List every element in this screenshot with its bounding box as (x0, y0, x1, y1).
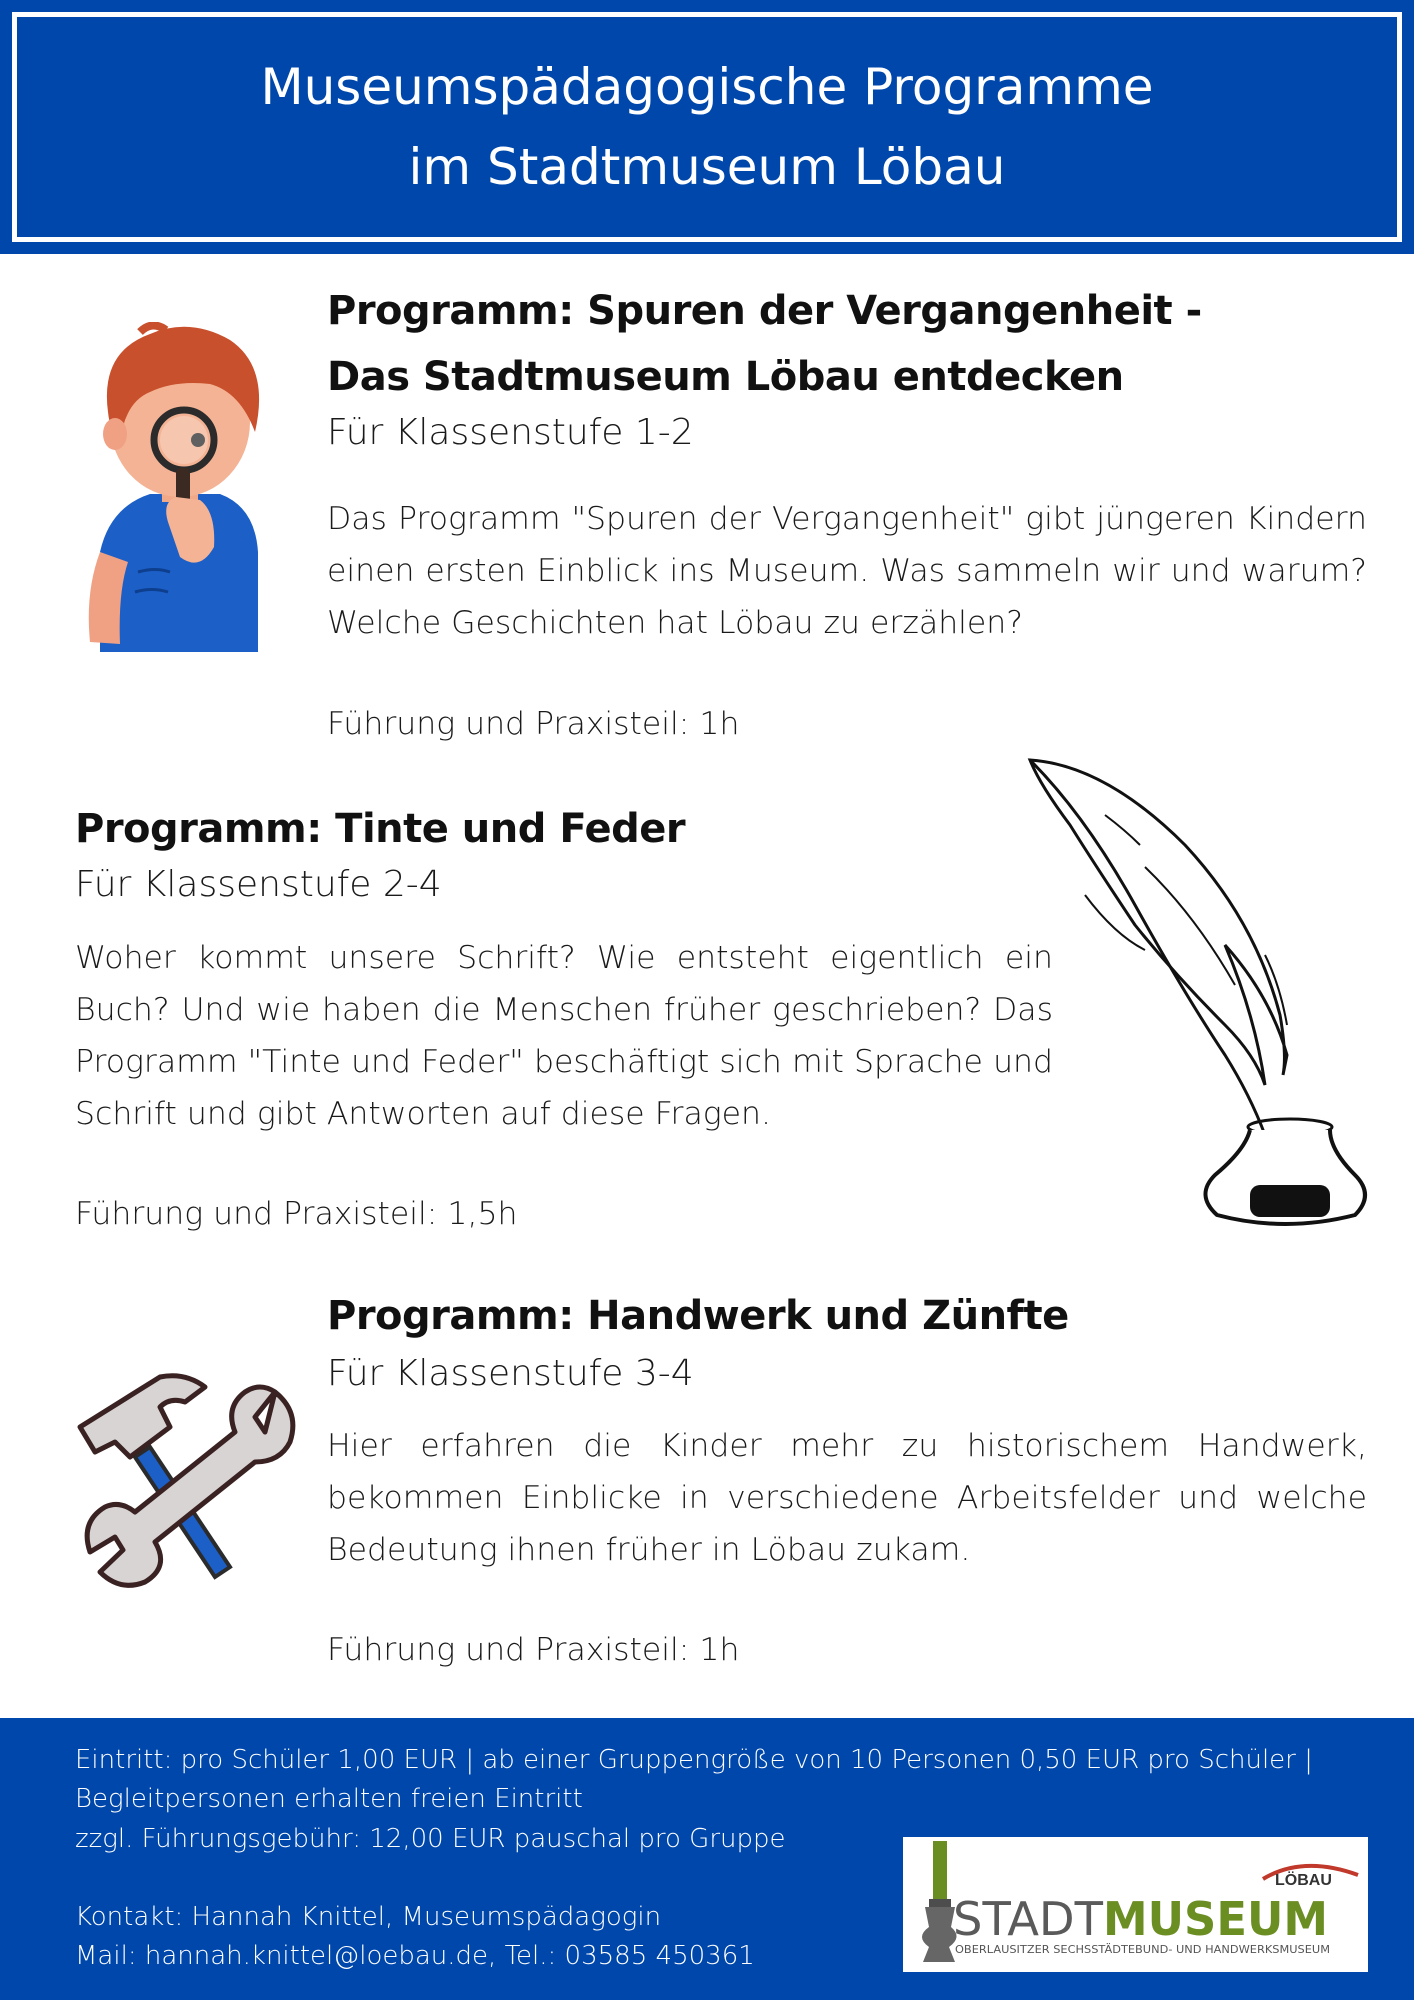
footer-contact-line: Kontakt: Hannah Knittel, Museumspädagogin (75, 1902, 662, 1932)
logo-tagline: OBERLAUSITZER SECHSSTÄDTEBUND- UND HANDWERKSMUSEUM (955, 1944, 1303, 1956)
program-3-grade: Für Klassenstufe 3-4 (327, 1353, 694, 1394)
logo-graphic (903, 1837, 1368, 1972)
program-2-grade: Für Klassenstufe 2-4 (75, 864, 442, 905)
stadtmuseum-logo (903, 1837, 1368, 1972)
logo-word-museum: MUSEUM (1103, 1892, 1328, 1946)
program-1-grade: Für Klassenstufe 1-2 (327, 412, 694, 453)
hammer-and-wrench-icon (75, 1372, 305, 1592)
footer-companion-line: Begleitpersonen erhalten freien Eintritt (75, 1784, 583, 1814)
header-banner (0, 0, 1414, 254)
logo-word-stadt: STADT (953, 1892, 1104, 1946)
footer-fee-line: zzgl. Führungsgebühr: 12,00 EUR pauschal pro Gruppe (75, 1824, 786, 1854)
footer-admission-line: Eintritt: pro Schüler 1,00 EUR | ab einer Gruppengröße von 10 Personen 0,50 EUR pro Schüler | (75, 1745, 1313, 1775)
page-title-line-2: im Stadtmuseum Löbau (408, 138, 1006, 196)
program-3-title: Programm: Handwerk und Zünfte (327, 1293, 1069, 1339)
program-2-title: Programm: Tinte und Feder (75, 806, 686, 852)
program-3-description: Hier erfahren die Kinder mehr zu historischem Handwerk, bekommen Einblicke in verschiedene Arbeitsfelder und welche Bedeutung ihnen früher in Löbau zukam. (327, 1428, 1367, 1568)
program-1-title-line-2: Das Stadtmuseum Löbau entdecken (327, 354, 1124, 400)
program-2-description: Woher kommt unsere Schrift? Wie entsteht eigentlich ein Buch? Und wie haben die Menschen früher geschrieben? Das Programm "Tinte und Feder" beschäftigt sich mit Sprache und Schrift und gibt Antworten auf diese Fragen. (75, 940, 1053, 1132)
program-2-duration: Führung und Praxisteil: 1,5h (75, 1196, 518, 1232)
logo-brand-small: LÖBAU (1275, 1872, 1332, 1889)
page-title-line-1: Museumspädagogische Programme (260, 58, 1154, 116)
program-1-description: Das Programm "Spuren der Vergangenheit" gibt jüngeren Kindern einen ersten Einblick ins Museum. Was sammeln wir und warum? Welche Geschichten hat Löbau zu erzählen? (327, 501, 1367, 641)
child-with-magnifying-glass-icon (80, 322, 280, 652)
program-1-title-line-1: Programm: Spuren der Vergangenheit - (327, 288, 1202, 334)
footer-mail-line[interactable]: Mail: hannah.knittel@loebau.de, Tel.: 03585 450361 (75, 1941, 755, 1971)
header-frame (12, 12, 1402, 242)
program-3-duration: Führung und Praxisteil: 1h (327, 1632, 740, 1668)
quill-and-inkwell-icon (1025, 755, 1375, 1245)
program-1-duration: Führung und Praxisteil: 1h (327, 706, 740, 742)
